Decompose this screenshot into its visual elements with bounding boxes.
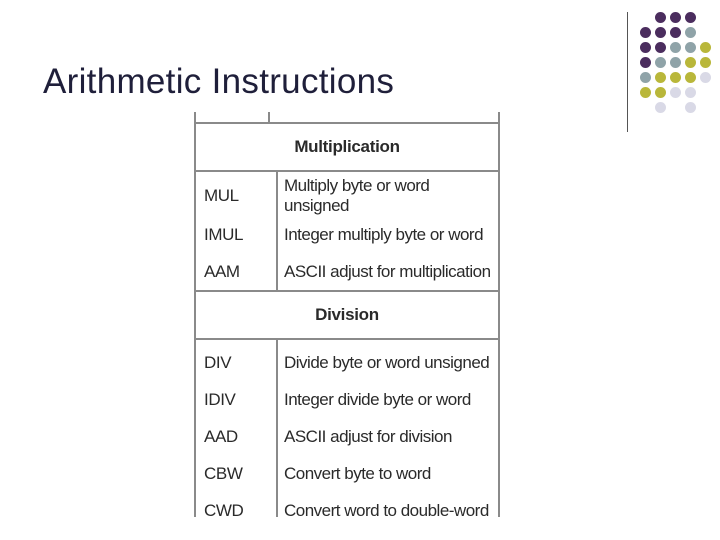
- decorative-dot: [670, 12, 681, 23]
- decorative-dot: [640, 72, 651, 83]
- decorative-dot: [685, 27, 696, 38]
- instruction-description: ASCII adjust for multiplication: [277, 253, 499, 291]
- table-row: [195, 381, 499, 418]
- decorative-dot: [685, 12, 696, 23]
- decorative-dot: [670, 27, 681, 38]
- decorative-dot: [685, 102, 696, 113]
- table-row: [195, 216, 499, 253]
- instruction-code: MUL: [195, 171, 277, 216]
- table-row: [195, 455, 499, 492]
- instruction-description: Divide byte or word unsigned: [277, 339, 499, 381]
- slide-title: Arithmetic Instructions: [43, 62, 395, 101]
- table-row: [195, 253, 499, 291]
- decorative-dot: [655, 57, 666, 68]
- decorative-dot: [655, 27, 666, 38]
- instruction-description: Convert word to double-word: [277, 492, 499, 517]
- instruction-description: ASCII adjust for division: [277, 418, 499, 455]
- decorative-dot: [640, 42, 651, 53]
- decorative-dot: [640, 57, 651, 68]
- decorative-dot: [685, 42, 696, 53]
- instruction-code: IMUL: [195, 216, 277, 253]
- decorative-dot: [655, 12, 666, 23]
- instruction-code: IDIV: [195, 381, 277, 418]
- table-row: [195, 339, 499, 381]
- decorative-dot: [655, 102, 666, 113]
- table-row: [195, 492, 499, 517]
- decorative-dot: [700, 72, 711, 83]
- section-heading: Multiplication: [195, 123, 499, 171]
- decorative-dot: [655, 72, 666, 83]
- decorative-dot: [670, 42, 681, 53]
- instruction-description: Convert byte to word: [277, 455, 499, 492]
- table-row: [195, 418, 499, 455]
- decorative-dot: [685, 72, 696, 83]
- decorative-dot: [685, 57, 696, 68]
- instruction-code: AAM: [195, 253, 277, 291]
- instruction-description: Multiply byte or word unsigned: [277, 171, 499, 216]
- decorative-dot: [700, 42, 711, 53]
- instruction-code: CBW: [195, 455, 277, 492]
- instruction-description: Integer multiply byte or word: [277, 216, 499, 253]
- decorative-dot: [640, 87, 651, 98]
- instruction-code: CWD: [195, 492, 277, 517]
- decorative-dot: [700, 57, 711, 68]
- decorative-dot: [670, 87, 681, 98]
- table-row: [195, 171, 499, 216]
- decorative-dot: [670, 57, 681, 68]
- instruction-table-image: [194, 112, 500, 517]
- section-heading: Division: [195, 291, 499, 339]
- instruction-description: Integer divide byte or word: [277, 381, 499, 418]
- decorative-dot: [655, 87, 666, 98]
- decorative-dot: [640, 27, 651, 38]
- decorative-dot: [670, 72, 681, 83]
- instruction-table: [194, 122, 500, 517]
- section-header-division: [195, 291, 499, 339]
- instruction-code: AAD: [195, 418, 277, 455]
- section-header-multiplication: [195, 123, 499, 171]
- decorative-dot: [685, 87, 696, 98]
- instruction-code: DIV: [195, 339, 277, 381]
- decorative-dot-grid: [0, 0, 720, 130]
- decorative-dot: [655, 42, 666, 53]
